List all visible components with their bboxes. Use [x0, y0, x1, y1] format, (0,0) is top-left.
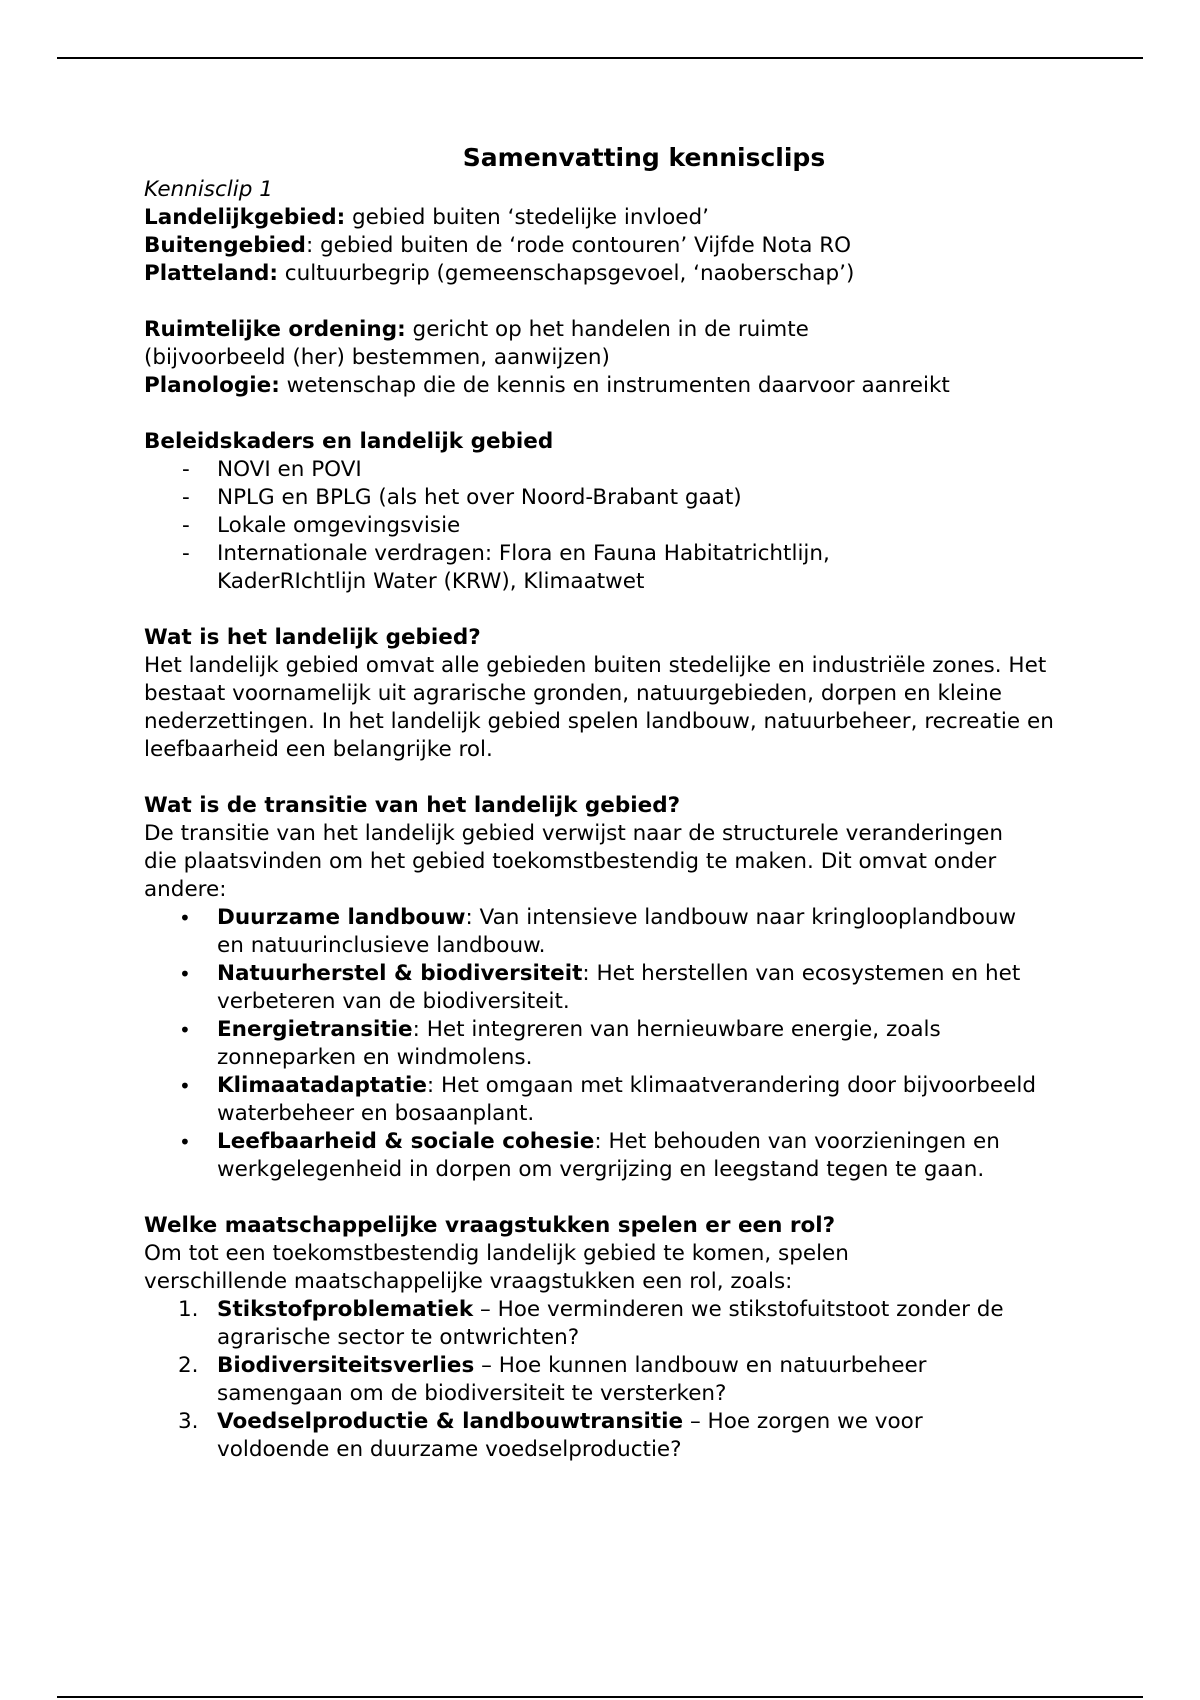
- list-item-text: – Hoe verminderen we stikstofuitstoot zonder de agrarische sector te ontwrichten?: [217, 1297, 1004, 1350]
- list-item-text: : Van intensieve landbouw naar kringlooplandbouw en natuurinclusieve landbouw.: [217, 905, 1017, 958]
- list-item: - NOVI en POVI: [144, 456, 924, 484]
- list-number: 1.: [178, 1297, 199, 1322]
- list-item-term: Klimaatadaptatie: [217, 1073, 427, 1098]
- list-item: [144, 1352, 1034, 1408]
- definition-term: Planologie:: [144, 373, 280, 398]
- spacer: [144, 764, 1094, 792]
- definition-term: Buitengebied: [144, 233, 306, 258]
- definition-planologie: [144, 372, 1094, 400]
- page-title: Samenvatting kennisclips: [462, 143, 826, 172]
- document-body: [144, 140, 1094, 1464]
- list-item: [144, 904, 1049, 960]
- spacer: [144, 288, 1094, 316]
- spacer: [144, 596, 1094, 624]
- spacer: [144, 1184, 1094, 1212]
- definition-text: : gebied buiten de ‘rode contouren’ Vijfde Nota RO: [305, 233, 852, 258]
- list-item-term: Voedselproductie & landbouwtransitie: [217, 1409, 684, 1434]
- definition-text: wetenschap die de kennis en instrumenten daarvoor aanreikt: [279, 373, 950, 398]
- list-item: [144, 1016, 1049, 1072]
- list-item-text: : Het herstellen van ecosystemen en het verbeteren van de biodiversiteit.: [217, 961, 1021, 1014]
- section-heading-transitie: Wat is de transitie van het landelijk gebied?: [144, 793, 681, 818]
- list-item-term: Stikstofproblematiek: [217, 1297, 474, 1322]
- paragraph-landelijk-gebied: Het landelijk gebied omvat alle gebieden buiten stedelijke en industriële zones. Het bestaat voornamelijk uit agrarische gronden, natuurgebieden, dorpen en kleine nederzettingen. In het landelijk gebied spelen landbouw, natuurbeheer, recreatie en leefbaarheid een belangrijke rol.: [144, 653, 1054, 762]
- issues-list: [144, 1296, 1034, 1464]
- definition-text: gebied buiten ‘stedelijke invloed’: [345, 205, 710, 230]
- definition-term: Platteland:: [144, 261, 278, 286]
- list-number: 3.: [178, 1409, 199, 1434]
- definition-term: Ruimtelijke ordening:: [144, 317, 406, 342]
- list-item: [144, 960, 1049, 1016]
- list-item-term: Natuurherstel & biodiversiteit: [217, 961, 583, 986]
- definition-platteland: [144, 260, 1094, 288]
- list-item-text: : Het behouden van voorzieningen en werkgelegenheid in dorpen om vergrijzing en leegstand tegen te gaan.: [217, 1129, 1000, 1182]
- paragraph-transitie-intro: De transitie van het landelijk gebied verwijst naar de structurele veranderingen die plaatsvinden om het gebied toekomstbestendig te maken. Dit omvat onder andere:: [144, 821, 1004, 902]
- definition-text: cultuurbegrip (gemeenschapsgevoel, ‘naoberschap’): [277, 261, 855, 286]
- paragraph-vraagstukken-intro: Om tot een toekomstbestendig landelijk gebied te komen, spelen verschillende maatschappelijke vraagstukken een rol, zoals:: [144, 1241, 849, 1294]
- definition-term: Landelijkgebied:: [144, 205, 346, 230]
- transition-list: [144, 904, 1049, 1184]
- list-item-text: : Het omgaan met klimaatverandering door bijvoorbeeld waterbeheer en bosaanplant.: [217, 1073, 1036, 1126]
- spacer: [144, 400, 1094, 428]
- section-heading-vraagstukken: Welke maatschappelijke vraagstukken spelen er een rol?: [144, 1213, 836, 1238]
- definition-ruimtelijke-ordening: [144, 316, 864, 372]
- list-item: - Internationale verdragen: Flora en Fauna Habitatrichtlijn, KaderRIchtlijn Water (KRW), Klimaatwet: [144, 540, 924, 596]
- list-item-text: – Hoe kunnen landbouw en natuurbeheer samengaan om de biodiversiteit te versterken?: [217, 1353, 927, 1406]
- definition-text: gericht op het handelen in de ruimte (bijvoorbeeld (her) bestemmen, aanwijzen): [144, 317, 809, 370]
- list-item: - NPLG en BPLG (als het over Noord-Brabant gaat): [144, 484, 924, 512]
- list-item-term: Leefbaarheid & sociale cohesie: [217, 1129, 595, 1154]
- list-item-term: Biodiversiteitsverlies: [217, 1353, 475, 1378]
- list-item-text: : Het integreren van hernieuwbare energie, zoals zonneparken en windmolens.: [217, 1017, 941, 1070]
- section-heading-beleidskaders: Beleidskaders en landelijk gebied: [144, 429, 554, 454]
- section-heading-landelijk-gebied: Wat is het landelijk gebied?: [144, 625, 481, 650]
- list-item: [144, 1072, 1049, 1128]
- page-top-rule: [57, 57, 1143, 59]
- list-item-text: – Hoe zorgen we voor voldoende en duurzame voedselproductie?: [217, 1409, 923, 1462]
- list-item: [144, 1296, 1034, 1352]
- list-item-term: Duurzame landbouw: [217, 905, 466, 930]
- list-item: [144, 1408, 1034, 1464]
- policy-list: [144, 456, 924, 596]
- list-number: 2.: [178, 1353, 199, 1378]
- page-bottom-rule: [57, 1696, 1143, 1698]
- list-item-term: Energietransitie: [217, 1017, 413, 1042]
- list-item: - Lokale omgevingsvisie: [144, 512, 924, 540]
- definition-buitengebied: [144, 232, 1094, 260]
- definition-landelijkgebied: [144, 204, 1094, 232]
- subtitle: Kennisclip 1: [144, 177, 273, 202]
- list-item: [144, 1128, 1049, 1184]
